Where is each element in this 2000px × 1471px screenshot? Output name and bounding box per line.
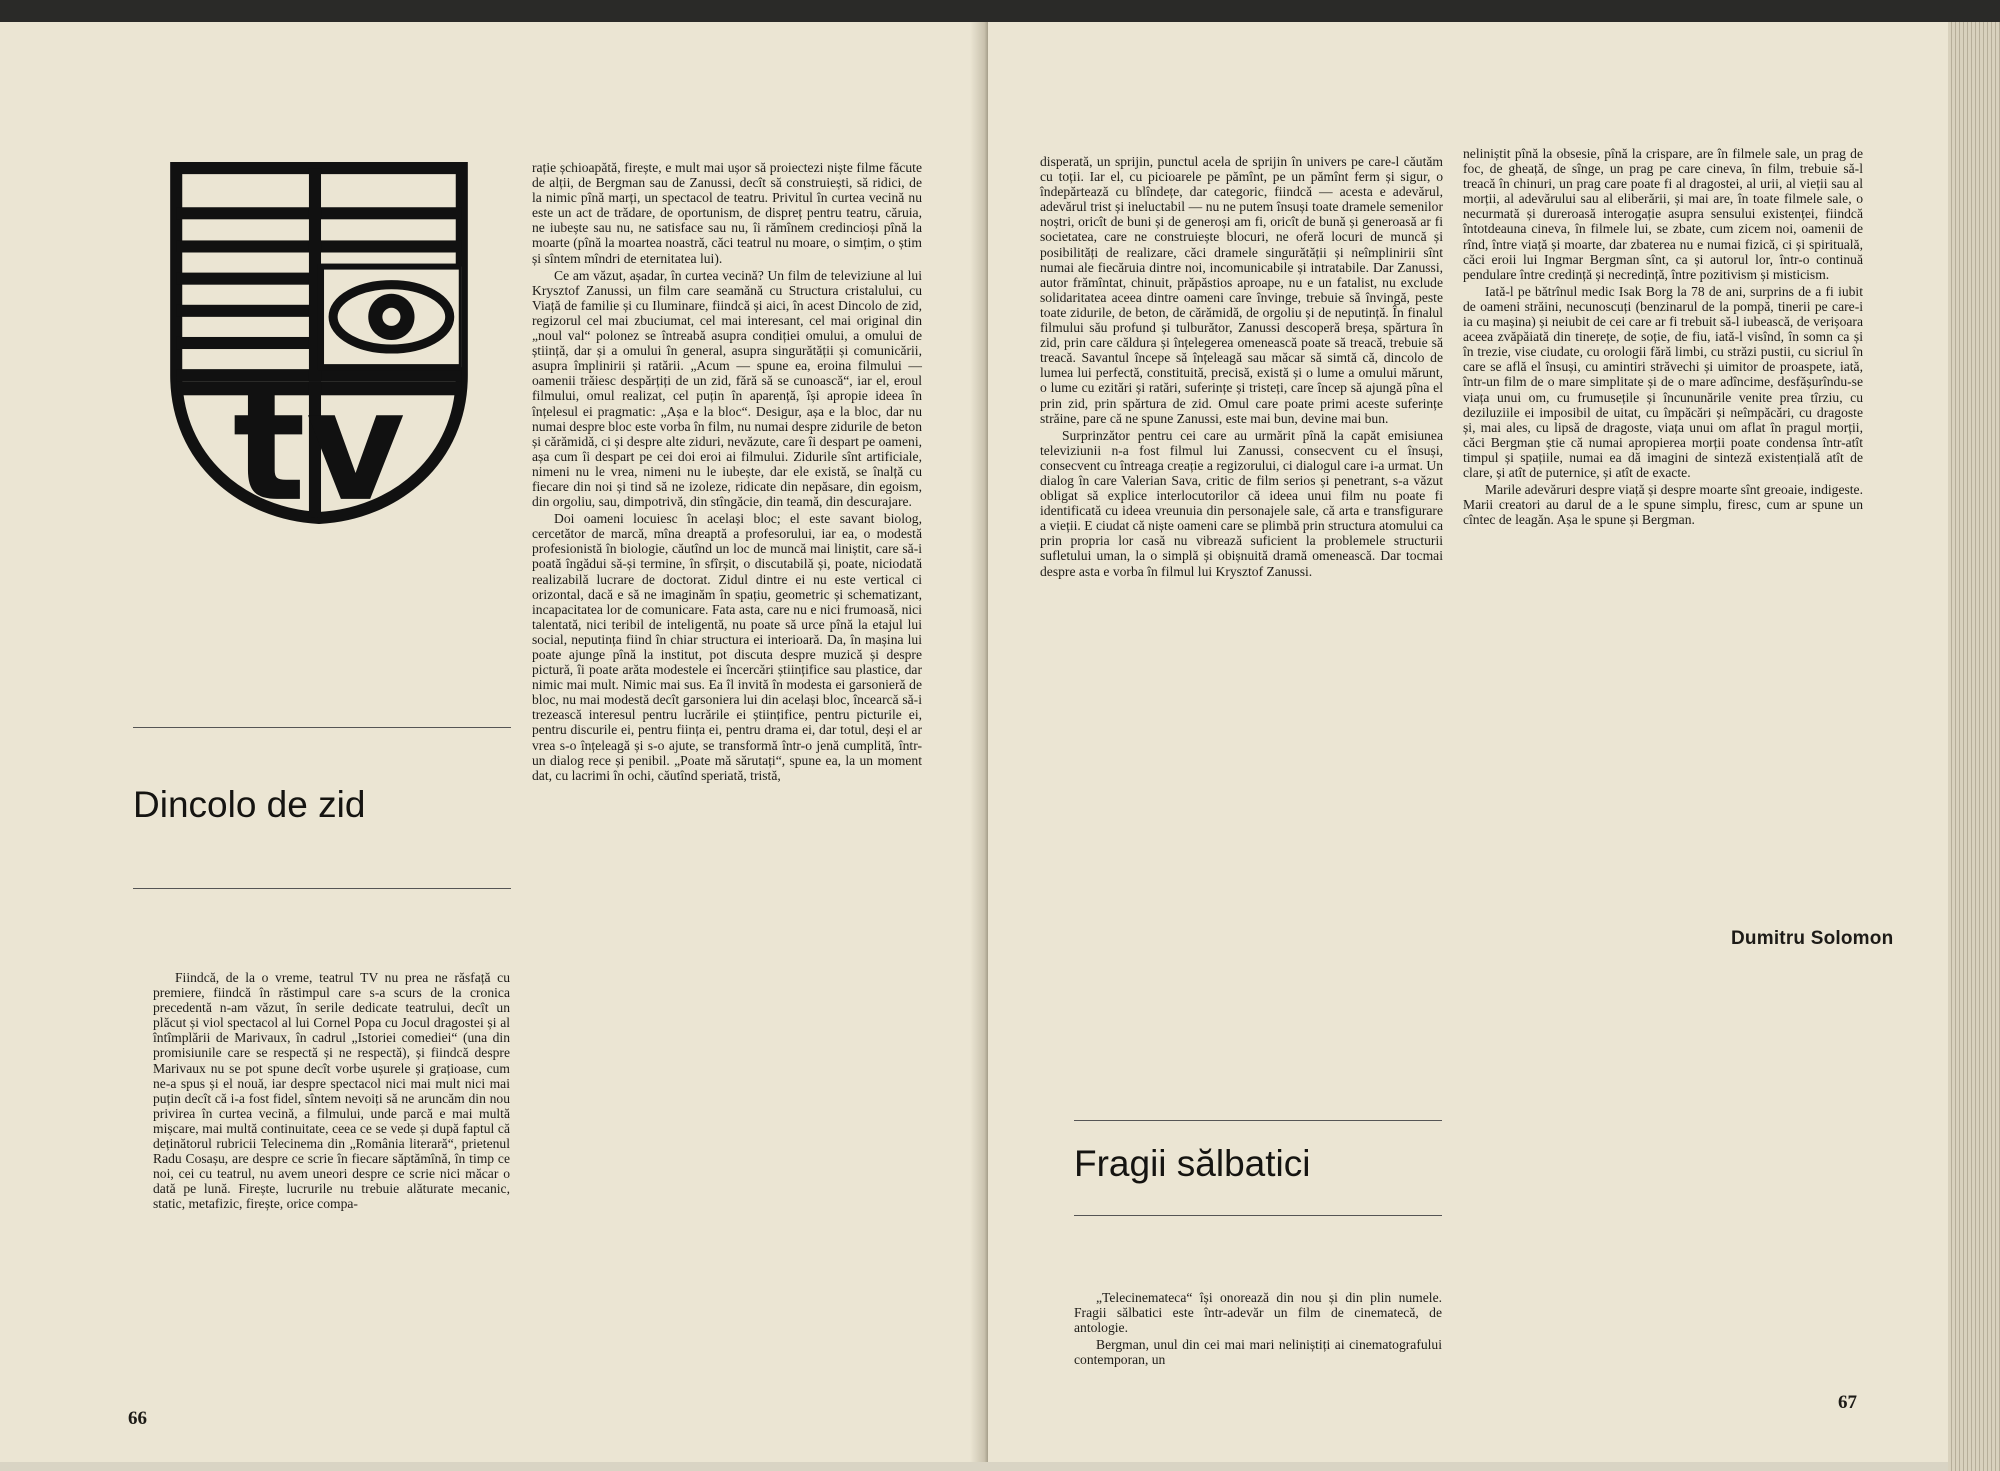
title-rule-bottom (1074, 1215, 1442, 1216)
tv-logo-text: tv (232, 357, 406, 524)
left-column-2 (532, 160, 922, 783)
right-column-1-continued (1074, 1290, 1442, 1367)
title-rule-top (1074, 1120, 1442, 1121)
tv-logo (168, 162, 470, 524)
paragraph: Doi oameni locuiesc în același bloc; el este savant biolog, cercetător de marcă, mîna dreaptă a profesorului, iar ea, o modestă profesionistă în biologie, căutînd un loc de muncă mai liniștit, care să-i poată îngădui să-și termine, în sfîrșit, o discutabilă și, poate, niciodată realizabilă lucrare de doctorat. Zidul dintre ei nu este vertical ci orizontal, dacă e să ne imaginăm în spațiu, geometric și schematizant, incapacitatea lor de comunicare. Fata asta, care nu e nici frumoasă, nici talentată, nici teribil de inteligentă, nu poate să urce pînă la etajul lui social, neputința fiind în chiar structura ei interioară. Da, în mașina lui poate ajunge pînă la institut, pot discuta despre muzică și despre pictură, îi poate arăta modestele ei încercări științifice sau plastice, dar nimic mai mult. Nimic mai sus. Ea îl invită în modesta ei garsonieră de bloc, nu mai modestă decît garsoniera lui din același bloc, încearcă să-i trezească interesul pentru lucrările ei științifice, pentru picturile ei, pentru discurile ei, pentru ființa ei, pentru drama ei, dar totul, deși el ar vrea s-o înțeleagă și s-o ajute, se transformă într-o jenă cumplită, într-un dialog rece și penibil. „Poate mă sărutați“, spune ea, la un moment dat, cu lacrimi în ochi, căutînd speriată, tristă, (532, 511, 922, 783)
left-page (0, 22, 988, 1462)
paragraph: neliniștit pînă la obsesie, pînă la crispare, are în filmele sale, un prag de foc, de gheață, de sînge, un prag pe care cineva, în film, trebuie să-l treacă în chinuri, un prag care poate fi al dragostei, al urii, al vieții sau al morții, al adevărului sau al eliberării, și mai are, în toate filmele sale, o necurmată și dureroasă interogație asupra sensului existenței, fiindcă întotdeauna cineva, în filmele lui, se zbate, cum zicem noi, oamenii de rînd, între viață și moarte, dar zbaterea nu e numai fizică, ci și spirituală, căci eroii lui Ingmar Bergman sînt, ca și autorul lor, într-o continuă pendulare între credință și necredință, între pozitivism și misticism. (1463, 146, 1863, 282)
page-edges (1948, 22, 2000, 1471)
author-signature: Dumitru Solomon (1731, 928, 1894, 949)
right-column-2 (1463, 146, 1863, 527)
paragraph: Surprinzător pentru cei care au urmărit pînă la capăt emisiunea televiziunii n-a fost filmul lui Zanussi, consecvent cu el însuși, consecvent cu întreaga creație a regizorului, ci dialogul care i-a urmat. Un dialog în care Valerian Sava, critic de film serios și penetrant, s-a văzut obligat să explice interlocutorilor că ideea unui film nu poate fi identificată cu ideea vreunuia din personajele sale, că arta e transfigurare a vieții. E ciudat că niște oameni care se plimbă prin structura atomului ca prin propria lor casă nu vibrează suficient la problemele structurii sufletului uman, la o simplă și obișnuită dramă omenească. Dar tocmai despre asta e vorba în filmul lui Krysztof Zanussi. (1040, 427, 1443, 579)
page-number: 66 (128, 1408, 147, 1429)
paragraph: Iată-l pe bătrînul medic Isak Borg la 78 de ani, surprins de a fi iubit de oameni străini, necunoscuți (benzinarul de la pompă, tinerii pe care-i ia cu mașina) și neiubit de cei care ar fi trebuit să-l iubească, de verișoara aceea zvăpăiată din tinerețe, de soție, de fiu, iată-l visînd, în somn ca și în trezie, vise ciudate, cu orologii fără limbi, cu străzi pustii, cu sicriul în care se află el însuși, cu amintiri străvechi și uimitor de proaspete, iată, într-un film de o mare simplitate și de o mare adîncime, desfășurîndu-se viața unui om, cu frumusețile și încununările venite prea tîrziu, cu deziluziile ei imposibil de uitat, cu împăcări și neîmpăcări, cu dragoste și, mai ales, cu lipsă de dragoste, viața unui om aflat în pragul morții, căci Bergman știe că numai apropierea morții poate condensa într-atît timpul și spațiile, numai ea dă imagini de sinteză existențială atît de clare, și atît de puternice, și atît de exacte. (1463, 283, 1863, 480)
left-column-1 (153, 970, 510, 1212)
paragraph: disperată, un sprijin, punctul acela de sprijin în univers pe care-l căutăm cu toții. Iar el, cu picioarele pe pămînt, pe un pămînt ferm și sigur, o îndepărtează cu blîndețe, dar categoric, fiindcă — acesta e adevărul, adevărul trist și ineluctabil — nu ne putem însuși toate dramele semenilor noștri, oricît de buni și de generoși am fi, oricît de bună și generoasă ar fi societatea, care ne construiește blocuri, ne oferă locuri de muncă și posibilități de realizare, căci dramele singurătății și neîmplinirii sînt numai ale fiecăruia dintre noi, incomunicabile și intratabile. Dar Zanussi, autor frămîntat, chinuit, prăpăstios aproape, nu e un fatalist, nu exclude solidaritatea aceea dintre oameni care învinge, trebuie să învingă, peste toate zidurile, de beton, de cărămidă, de orgoliu și de neputință. În finalul filmului său profund și tulburător, Zanussi descoperă breșa, spărtura în zid, prin care căldura și înțelegerea omenească poate să treacă, trebuie să treacă. Savantul începe să înțeleagă sau măcar să simtă că, dincolo de lumea lui perfectă, constituită, precisă, există și o lume a omului mărunt, o lume cu ezitări și ratări, suferințe și tristeți, care încep să ajungă pîna el prin zid, prin spărtura de zid. Omul care poate primi aceste suferințe străine, pare că ne spune Zanussi, este mai bun, devine mai bun. (1040, 154, 1443, 426)
right-page (988, 22, 1948, 1462)
paragraph: „Telecinemateca“ își onorează din nou și din plin numele. Fragii sălbatici este într-adevăr un film de cinematecă, de antologie. (1074, 1290, 1442, 1336)
paragraph: Ce am văzut, așadar, în curtea vecină? Un film de televiziune al lui Krysztof Zanussi, un film care seamănă cu Structura cristalului, cu Viață de familie și cu Iluminare, fiindcă și aici, în acest Dincolo de zid, regizorul cel mai zbuciumat, cel mai interesant, cel mai original din „noul val“ polonez se întreabă asupra condiției omului, a omului de știință, dar și a omului în general, asupra singurătății și comunicării, asupra împlinirii și ratării. „Acum — spune ea, eroina filmului — oamenii trăiesc despărțiți de un zid, fără să se cunoască“, iar el, eroul filmului, omul realizat, cel puțin în aparență, își apropie ideea în înțelesul ei pragmatic: „Așa e la bloc“. Desigur, așa e la bloc, dar nu numai despre bloc este vorba în film, nu numai despre zidurile de beton și cărămidă, ci și despre alte ziduri, nevăzute, care îi despart pe oameni, așa cum îi despart pe cei doi eroi ai filmului. Zidurile sînt artificiale, nimeni nu le vrea, nimeni nu le iubește, dar ele există, se înalță cu fiecare din noi și tind să ne izoleze, ridicate din nepăsare, din egoism, din orgoliu, sau, dimpotrivă, din stîngăcie, din teamă, din descurajare. (532, 267, 922, 510)
page-number: 67 (1838, 1392, 1857, 1413)
background-top (0, 0, 2000, 22)
article-title: Fragii sălbatici (1074, 1143, 1311, 1184)
title-rule-top (133, 727, 511, 728)
paragraph: Marile adevăruri despre viață și despre moarte sînt greoaie, indigeste. Marii creatori au darul de a le spune simplu, firesc, cum ar spune un cîntec de leagăn. Așa le spune și Bergman. (1463, 482, 1863, 528)
title-rule-bottom (133, 888, 511, 889)
article-title: Dincolo de zid (133, 784, 366, 825)
paragraph: rație șchioapătă, firește, e mult mai ușor să proiectezi niște filme făcute de alții, de Bergman sau de Zanussi, decît să construiești, să ridici, de la nimic pînă marți, un spectacol de teatru. Privitul în curtea vecină nu este un act de trădare, de oportunism, de dispreț pentru teatru, căruia, ne iubește sau nu, ne satisface sau nu, îi rămînem credincioși pînă la moarte (pînă la moartea noastră, căci teatrul nu moare, o simțim, o știm și sîntem mîndri de eternitatea lui). (532, 160, 922, 266)
right-column-1 (1040, 154, 1443, 579)
paragraph: Fiindcă, de la o vreme, teatrul TV nu prea ne răsfață cu premiere, fiindcă în răstimpul care s-a scurs de la cronica precedentă n-am văzut, în serile dedicate teatrului, decît un plăcut și viol spectacol al lui Cornel Popa cu Jocul dragostei și al întîmplării de Marivaux, în cadrul „Istoriei comediei“ (una din promisiunile care se respectă și ne respectă), și fiindcă despre Marivaux nu se pot spune decît vorbe ușurele și grațioase, cum ne-a spus și el nouă, iar despre spectacol nici mai mult nici mai puțin decît că i-a fost fidel, sîntem nevoiți să ne aruncăm din nou privirea în curtea vecină, a filmului, unde parcă e mai multă mișcare, mai multă continuitate, ceea ce se vede și după faptul că deținătorul rubricii Telecinema din „România literară“, prietenul Radu Cosașu, are despre ce scrie în fiecare săptămînă, în timp ce noi, cei cu teatrul, nu avem uneori despre ce scrie nici măcar o dată pe lună. Firește, lucrurile nu trebuie alăturate mecanic, static, metafizic, firește, orice compa- (153, 970, 510, 1212)
paragraph: Bergman, unul din cei mai mari neliniștiți ai cinematografului contemporan, un (1074, 1337, 1442, 1368)
